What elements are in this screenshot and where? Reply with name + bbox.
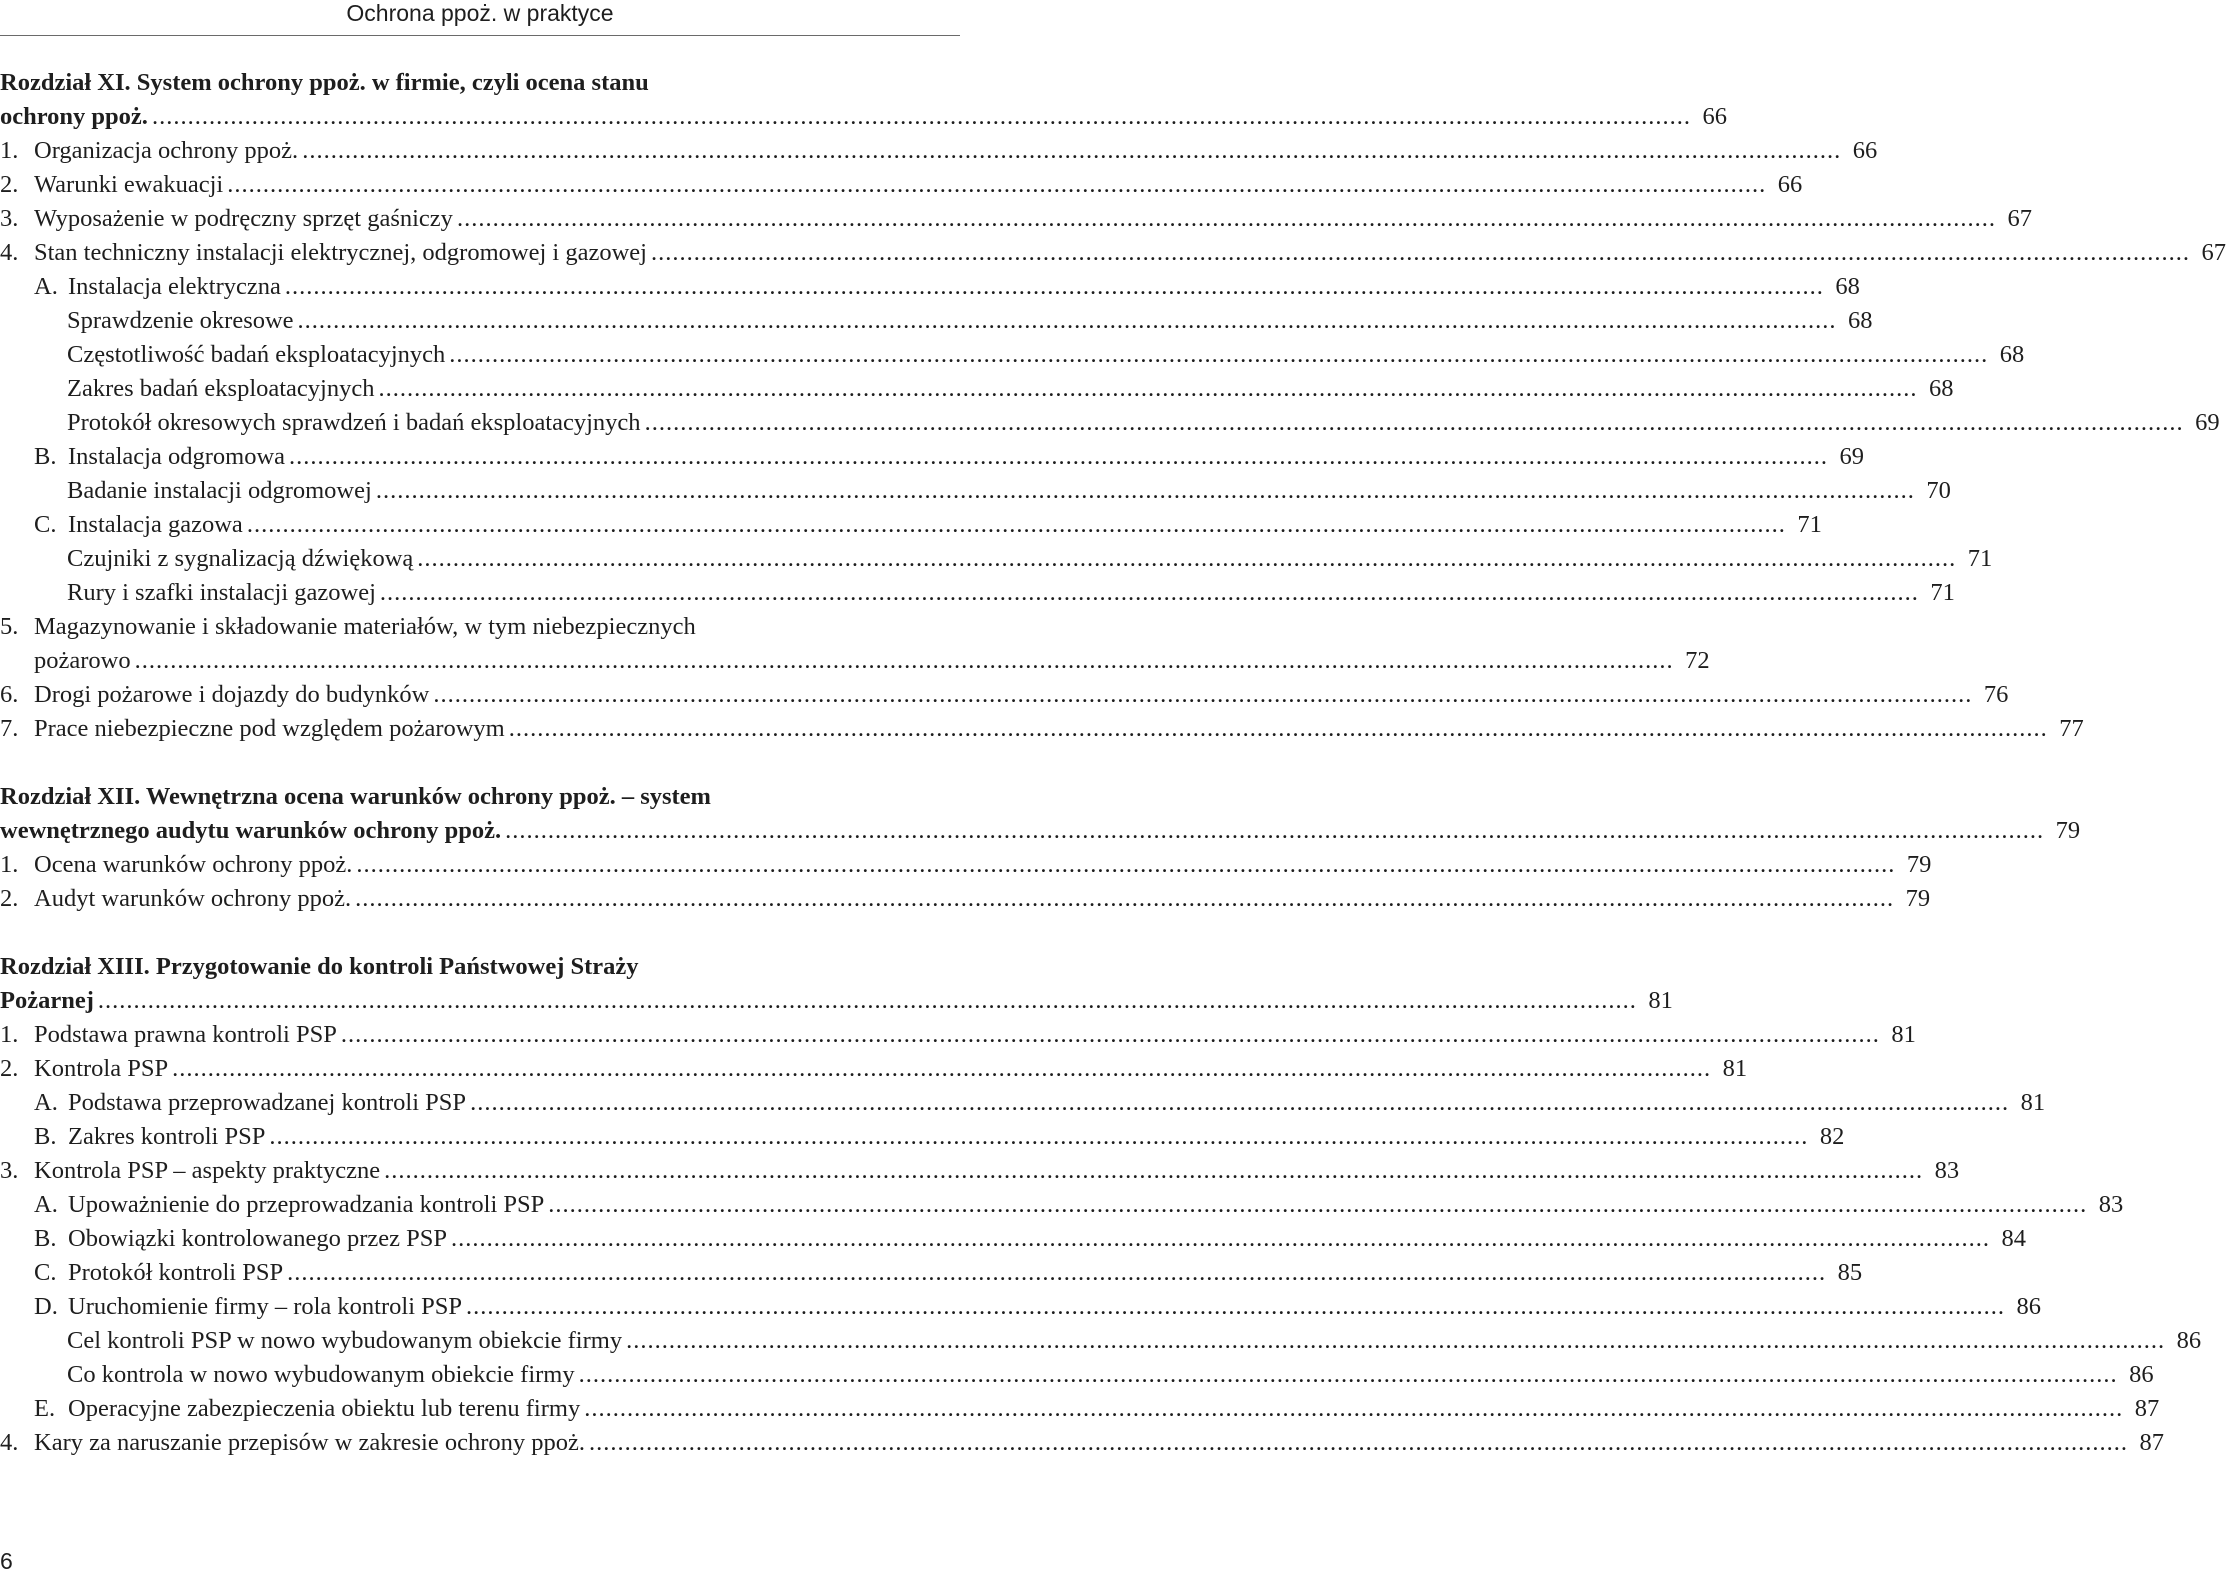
page-reference: 66 xyxy=(1852,137,1878,164)
toc-entry[interactable] xyxy=(0,134,1878,168)
dot-leader xyxy=(380,576,1919,610)
toc-entry[interactable] xyxy=(0,610,946,644)
entry-number: 2. xyxy=(0,885,19,912)
page-reference: 71 xyxy=(1967,545,1993,572)
entry-number: B. xyxy=(34,443,57,470)
dot-leader xyxy=(298,304,1837,338)
toc-entry[interactable] xyxy=(0,406,2220,440)
toc-entry[interactable] xyxy=(0,1358,2154,1392)
dot-leader xyxy=(417,542,1956,576)
page-reference: 68 xyxy=(1928,375,1954,402)
entry-number: 6. xyxy=(0,681,19,708)
running-header xyxy=(0,0,960,34)
dot-leader xyxy=(302,134,1841,168)
toc-entry[interactable] xyxy=(0,1018,1916,1052)
page-reference: 81 xyxy=(1648,987,1673,1014)
toc-entry[interactable] xyxy=(0,712,2084,746)
entry-title: Audyt warunków ochrony ppoż. xyxy=(34,885,352,912)
entry-title: Zakres kontroli PSP xyxy=(68,1123,266,1150)
entry-title: Instalacja gazowa xyxy=(68,511,243,538)
chapter-heading-line xyxy=(0,780,946,814)
chapter-heading-entry[interactable] xyxy=(0,814,2081,848)
entry-title: Stan techniczny instalacji elektrycznej, odgromowej i gazowej xyxy=(34,239,647,266)
page-reference: 86 xyxy=(2176,1327,2202,1354)
entry-title: Co kontrola w nowo wybudowanym obiekcie firmy xyxy=(67,1361,575,1388)
entry-title: Rury i szafki instalacji gazowej xyxy=(67,579,376,606)
dot-leader xyxy=(470,1086,2009,1120)
chapter-heading-text: wewnętrznego audytu warunków ochrony ppoż. xyxy=(0,817,502,844)
page-reference: 68 xyxy=(1848,307,1873,334)
dot-leader xyxy=(645,406,2184,440)
entry-title: Kontrola PSP xyxy=(34,1055,169,1082)
entry-title: Upoważnienie do przeprowadzania kontroli PSP xyxy=(68,1191,545,1218)
entry-title: Zakres badań eksploatacyjnych xyxy=(67,375,375,402)
dot-leader xyxy=(651,236,2190,270)
entry-title: Sprawdzenie okresowe xyxy=(67,307,294,334)
toc-entry[interactable] xyxy=(0,644,1710,678)
toc-entry[interactable] xyxy=(0,1290,2041,1324)
entry-number: 3. xyxy=(0,1157,19,1184)
toc-entry[interactable] xyxy=(0,304,1873,338)
entry-title: Kary za naruszanie przepisów w zakresie ochrony ppoż. xyxy=(34,1429,586,1456)
page-reference: 76 xyxy=(1983,681,2009,708)
toc-entry[interactable] xyxy=(0,440,1865,474)
page-reference: 81 xyxy=(1891,1021,1916,1048)
entry-title: Operacyjne zabezpieczenia obiektu lub terenu firmy xyxy=(68,1395,581,1422)
running-title: Ochrona ppoż. w praktyce xyxy=(346,0,614,26)
toc-entry[interactable] xyxy=(0,1324,2202,1358)
dot-leader xyxy=(449,338,1988,372)
dot-leader xyxy=(355,882,1894,916)
entry-number: E. xyxy=(34,1395,56,1422)
entry-number: A. xyxy=(34,273,58,300)
chapter-heading-line xyxy=(0,950,946,984)
entry-number: 5. xyxy=(0,613,19,640)
page-reference: 68 xyxy=(1999,341,2025,368)
toc-entry[interactable] xyxy=(0,1154,1960,1188)
toc-entry[interactable] xyxy=(0,236,2226,270)
toc-entry[interactable] xyxy=(0,1188,2124,1222)
entry-number: 1. xyxy=(0,851,19,878)
toc-entry[interactable] xyxy=(0,372,1954,406)
chapter-heading-line xyxy=(0,66,946,100)
page-reference: 86 xyxy=(2129,1361,2154,1388)
page-reference: 79 xyxy=(1906,851,1932,878)
dot-leader xyxy=(376,474,1915,508)
toc-entry[interactable] xyxy=(0,270,1860,304)
entry-title: Wyposażenie w podręczny sprzęt gaśniczy xyxy=(34,205,453,232)
entry-title: Drogi pożarowe i dojazdy do budynków xyxy=(34,681,430,708)
dot-leader xyxy=(433,678,1972,712)
header-rule xyxy=(0,35,960,36)
table-of-contents xyxy=(0,66,2226,1494)
chapter-heading-text: Pożarnej xyxy=(0,987,94,1014)
page-reference: 82 xyxy=(1819,1123,1845,1150)
dot-leader xyxy=(548,1188,2087,1222)
dot-leader xyxy=(451,1222,1990,1256)
toc-entry[interactable] xyxy=(0,1120,1845,1154)
entry-title: Podstawa prawna kontroli PSP xyxy=(34,1021,337,1048)
page-reference: 81 xyxy=(2020,1089,2046,1116)
entry-title: Ocena warunków ochrony ppoż. xyxy=(34,851,353,878)
toc-entry[interactable] xyxy=(0,202,2032,236)
dot-leader xyxy=(227,168,1766,202)
dot-leader xyxy=(98,984,1637,1018)
chapter-heading-text: Rozdział XII. Wewnętrzna ocena warunków ochrony ppoż. – system xyxy=(0,783,711,810)
chapter-section xyxy=(0,950,2202,1460)
toc-entry[interactable] xyxy=(0,882,1931,916)
dot-leader xyxy=(269,1120,1808,1154)
toc-entry[interactable] xyxy=(0,338,2025,372)
page-reference: 71 xyxy=(1797,511,1822,538)
page-reference: 66 xyxy=(1777,171,1803,198)
page-reference: 77 xyxy=(2059,715,2084,742)
toc-entry[interactable] xyxy=(0,1426,2165,1460)
entry-title: Czujniki z sygnalizacją dźwiękową xyxy=(67,545,414,572)
dot-leader xyxy=(509,712,2048,746)
entry-title: Organizacja ochrony ppoż. xyxy=(34,137,299,164)
dot-leader xyxy=(378,372,1917,406)
page-reference: 69 xyxy=(1839,443,1865,470)
page-reference: 66 xyxy=(1702,103,1727,130)
dot-leader xyxy=(457,202,1996,236)
entry-title: Uruchomienie firmy – rola kontroli PSP xyxy=(68,1293,462,1320)
dot-leader xyxy=(341,1018,1880,1052)
dot-leader xyxy=(247,508,1786,542)
page-reference: 79 xyxy=(1905,885,1931,912)
page-reference: 86 xyxy=(2016,1293,2041,1320)
toc-entry[interactable] xyxy=(0,1086,2046,1120)
dot-leader xyxy=(356,848,1895,882)
toc-entry[interactable] xyxy=(0,1256,1863,1290)
chapter-heading-text: ochrony ppoż. xyxy=(0,103,148,130)
dot-leader xyxy=(466,1290,2005,1324)
entry-title: Protokół okresowych sprawdzeń i badań eksploatacyjnych xyxy=(67,409,641,436)
entry-title: Prace niebezpieczne pod względem pożarowym xyxy=(34,715,505,742)
dot-leader xyxy=(384,1154,1923,1188)
entry-title: Warunki ewakuacji xyxy=(34,171,224,198)
toc-entry[interactable] xyxy=(0,1052,1748,1086)
entry-title: pożarowo xyxy=(34,647,131,674)
page-number: 6 xyxy=(0,1548,13,1574)
entry-title: Badanie instalacji odgromowej xyxy=(67,477,372,504)
dot-leader xyxy=(579,1358,2118,1392)
page-reference: 71 xyxy=(1930,579,1955,606)
chapter-heading-text: Rozdział XIII. Przygotowanie do kontroli Państwowej Straży xyxy=(0,953,639,980)
chapter-heading-text: Rozdział XI. System ochrony ppoż. w firmie, czyli ocena stanu xyxy=(0,69,649,96)
toc-entry[interactable] xyxy=(0,474,1951,508)
entry-title: Cel kontroli PSP w nowo wybudowanym obiekcie firmy xyxy=(67,1327,623,1354)
entry-number: C. xyxy=(34,511,57,538)
page-reference: 67 xyxy=(2201,239,2226,266)
entry-number: B. xyxy=(34,1123,57,1150)
chapter-heading-entry[interactable] xyxy=(0,100,1727,134)
page-reference: 68 xyxy=(1835,273,1860,300)
toc-entry[interactable] xyxy=(0,168,1803,202)
entry-title: Kontrola PSP – aspekty praktyczne xyxy=(34,1157,381,1184)
page-reference: 83 xyxy=(2098,1191,2124,1218)
entry-number: B. xyxy=(34,1225,57,1252)
dot-leader xyxy=(172,1052,1711,1086)
toc-entry[interactable] xyxy=(0,508,1822,542)
page-reference: 69 xyxy=(2195,409,2220,436)
entry-title: Instalacja elektryczna xyxy=(68,273,281,300)
dot-leader xyxy=(584,1392,2123,1426)
toc-entry[interactable] xyxy=(0,1392,2160,1426)
dot-leader xyxy=(285,270,1824,304)
dot-leader xyxy=(135,644,1674,678)
entry-title: Obowiązki kontrolowanego przez PSP xyxy=(68,1225,447,1252)
toc-entry[interactable] xyxy=(0,576,1955,610)
entry-title: Częstotliwość badań eksploatacyjnych xyxy=(67,341,446,368)
dot-leader xyxy=(152,100,1691,134)
page-reference: 84 xyxy=(2001,1225,2026,1252)
toc-entry[interactable] xyxy=(0,542,1993,576)
page-reference: 79 xyxy=(2055,817,2081,844)
entry-number: C. xyxy=(34,1259,57,1286)
page-reference: 70 xyxy=(1926,477,1951,504)
chapter-heading-entry[interactable] xyxy=(0,984,1673,1018)
page-reference: 85 xyxy=(1837,1259,1863,1286)
page-reference: 87 xyxy=(2134,1395,2160,1422)
entry-number: 1. xyxy=(0,137,19,164)
entry-number: 7. xyxy=(0,715,19,742)
entry-number: D. xyxy=(34,1293,58,1320)
entry-number: A. xyxy=(34,1089,58,1116)
dot-leader xyxy=(289,440,1828,474)
entry-number: 1. xyxy=(0,1021,19,1048)
dot-leader xyxy=(589,1426,2128,1460)
entry-number: 2. xyxy=(0,1055,19,1082)
page-reference: 72 xyxy=(1685,647,1710,674)
entry-number: 4. xyxy=(0,1429,19,1456)
page-reference: 67 xyxy=(2007,205,2032,232)
page-reference: 83 xyxy=(1934,1157,1960,1184)
page-reference: 87 xyxy=(2139,1429,2165,1456)
entry-number: 4. xyxy=(0,239,19,266)
entry-number: 2. xyxy=(0,171,19,198)
entry-title: Magazynowanie i składowanie materiałów, w tym niebezpiecznych xyxy=(34,613,696,640)
page-reference: 81 xyxy=(1722,1055,1748,1082)
toc-entry[interactable] xyxy=(0,848,1932,882)
toc-entry[interactable] xyxy=(0,1222,2026,1256)
dot-leader xyxy=(287,1256,1826,1290)
entry-title: Podstawa przeprowadzanej kontroli PSP xyxy=(68,1089,467,1116)
dot-leader xyxy=(505,814,2044,848)
toc-entry[interactable] xyxy=(0,678,2009,712)
entry-number: 3. xyxy=(0,205,19,232)
dot-leader xyxy=(626,1324,2165,1358)
entry-title: Protokół kontroli PSP xyxy=(68,1259,284,1286)
chapter-section xyxy=(0,780,2081,916)
chapter-section xyxy=(0,66,2226,746)
entry-title: Instalacja odgromowa xyxy=(68,443,286,470)
entry-number: A. xyxy=(34,1191,58,1218)
